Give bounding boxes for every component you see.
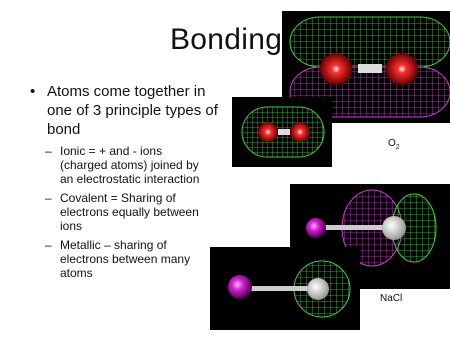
bullet-list <box>30 82 230 280</box>
slide-title: Bonding <box>170 23 283 56</box>
o2-label-base: O <box>388 138 396 149</box>
sub-bullet-text: Ionic = + and - ions (charged atoms) joined by an electrostatic interaction <box>60 144 200 186</box>
sub-bullet-covalent <box>45 191 223 233</box>
o2-label-subscript: 2 <box>395 144 400 151</box>
sub-bullet-text: Covalent = Sharing of electrons equally between ions <box>60 191 199 233</box>
dash-marker: – <box>45 238 52 252</box>
sub-bullet-metallic <box>45 238 223 280</box>
nacl-label: NaCl <box>380 293 403 304</box>
o2-label <box>388 138 400 151</box>
bullet-dot: • <box>30 83 36 100</box>
nacl-orbital-image-small <box>210 247 360 330</box>
sub-bullet-ionic <box>45 144 223 186</box>
main-bullet-text: Atoms come together in one of 3 principle types of bond <box>47 83 218 138</box>
dash-marker: – <box>45 144 52 158</box>
o2-orbital-image-small <box>232 97 332 167</box>
dash-marker: – <box>45 191 52 205</box>
sub-bullet-text: Metallic – sharing of electrons between many atoms <box>60 238 191 280</box>
main-bullet <box>30 82 230 139</box>
